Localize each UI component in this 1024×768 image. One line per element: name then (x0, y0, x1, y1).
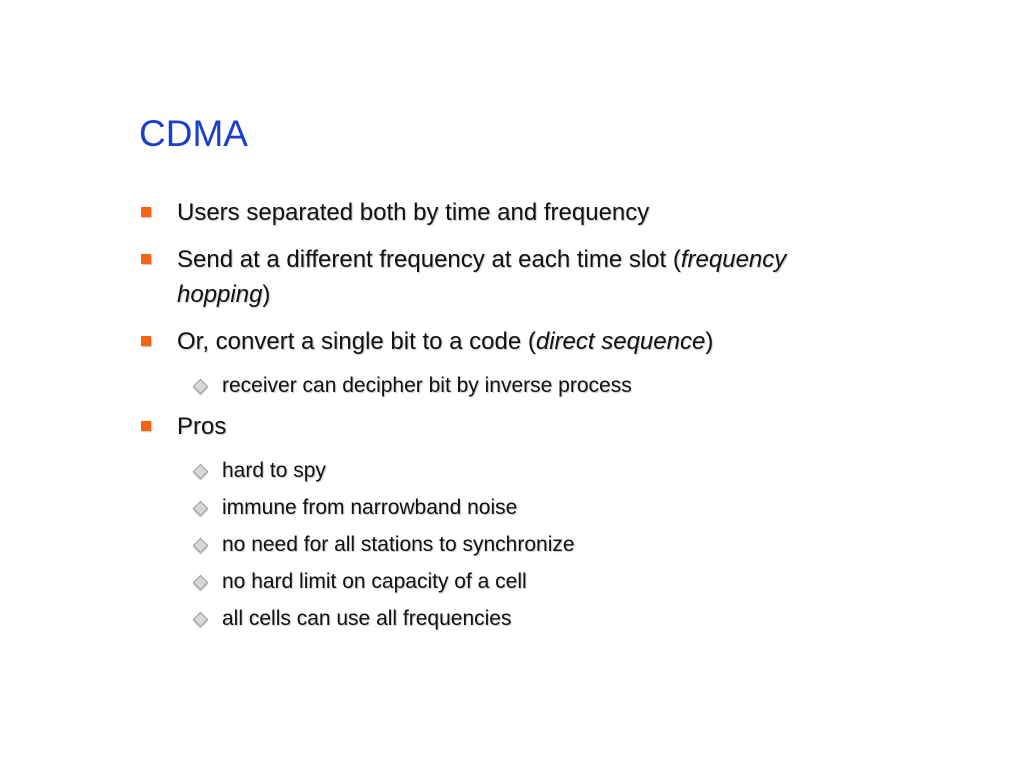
diamond-bullet-icon (193, 575, 209, 591)
square-bullet-icon (141, 254, 151, 264)
slide-title: CDMA (139, 113, 248, 154)
bullet-text: ) (705, 328, 714, 355)
sub-bullet-item: no hard limit on capacity of a cell (222, 570, 527, 593)
bullet-text-italic: direct sequence (535, 328, 706, 355)
sub-bullet-item: immune from narrowband noise (222, 496, 518, 519)
diamond-bullet-icon (193, 464, 209, 480)
square-bullet-icon (141, 421, 151, 431)
bullet-item (177, 324, 917, 359)
diamond-bullet-icon (193, 379, 209, 395)
bullet-item-continuation (177, 277, 917, 312)
bullet-text-italic: hopping (177, 281, 263, 308)
sub-bullet-item: receiver can decipher bit by inverse process (222, 374, 632, 397)
sub-bullet-item: all cells can use all frequencies (222, 607, 512, 630)
diamond-bullet-icon (193, 538, 209, 554)
square-bullet-icon (141, 336, 151, 346)
sub-bullet-item: no need for all stations to synchronize (222, 533, 575, 556)
bullet-text: ) (262, 281, 271, 308)
diamond-bullet-icon (193, 612, 209, 628)
bullet-text: Or, convert a single bit to a code ( (177, 328, 536, 355)
bullet-item: Pros (177, 413, 227, 440)
sub-bullet-item: hard to spy (222, 459, 326, 482)
diamond-bullet-icon (193, 501, 209, 517)
bullet-item: Users separated both by time and frequency (177, 199, 650, 226)
bullet-item (177, 242, 917, 277)
bullet-text: Send at a different frequency at each time slot ( (177, 246, 681, 273)
bullet-text-italic: frequency (680, 246, 787, 273)
square-bullet-icon (141, 207, 151, 217)
